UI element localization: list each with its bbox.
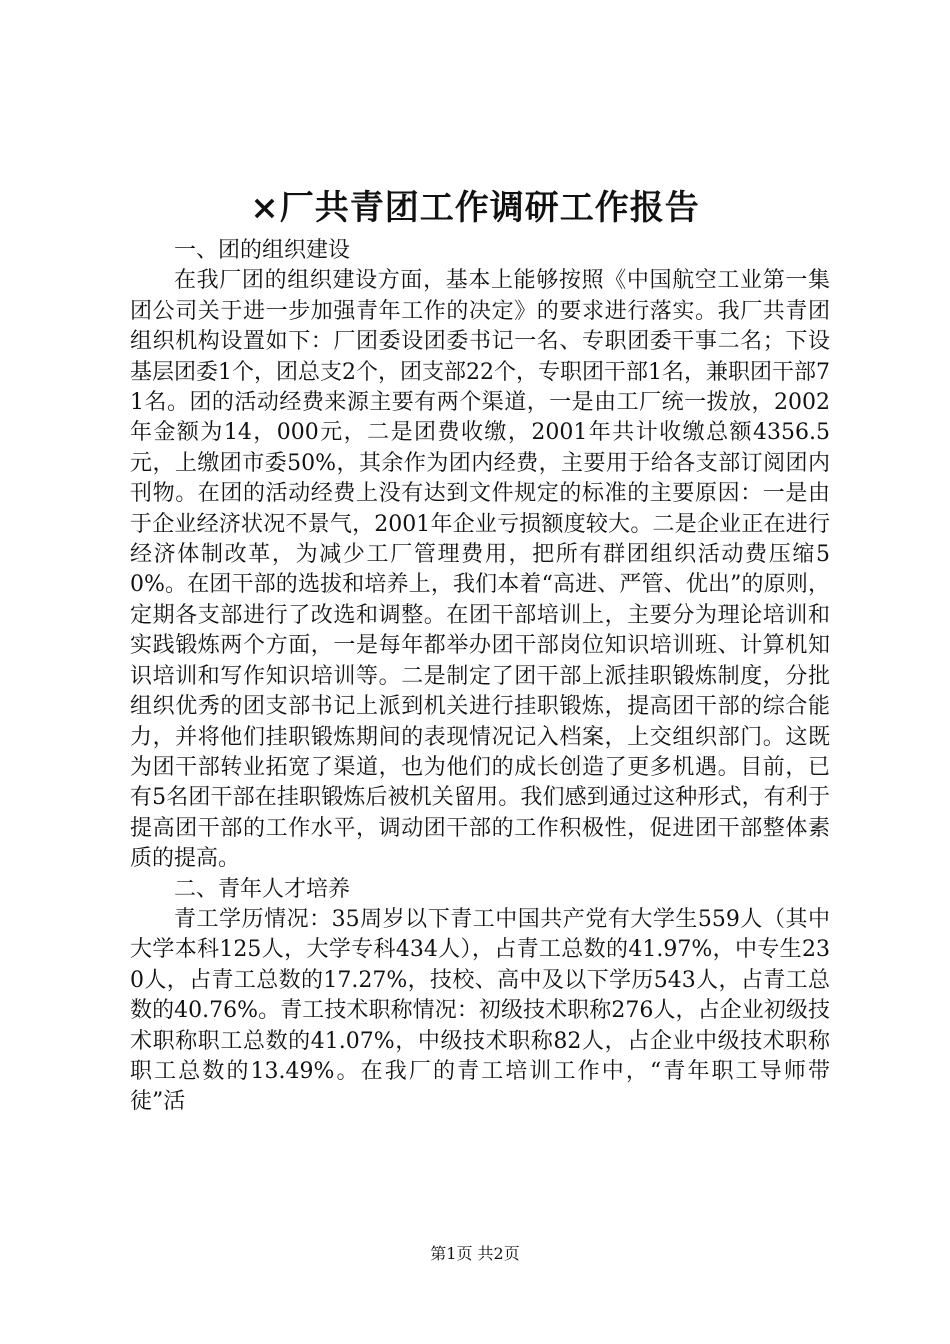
section-paragraph-talent: 青工学历情况：35周岁以下青工中国共产党有大学生559人（其中大学本科125人，大学专科434人），占青工总数的41.97%，中专生230人，占青工总数的17.27%，技校、高中及以下学历543人，占青工总数的40.76%。青工技术职称情况：初级技术职称276人，占企业初级技术职称职工总数的41.07%，中级技术职称82人，占企业中级技术职称职工总数的13.49%。在我厂的青工培训工作中，“青年职工导师带徒”活	[130, 906, 830, 1115]
page-footer: 第1页 共2页	[430, 1244, 520, 1263]
document-title: ×厂共青团工作调研工作报告	[250, 188, 700, 228]
section-heading-talent: 二、青年人才培养	[174, 876, 351, 902]
section-heading-organization: 一、团的组织建设	[174, 238, 351, 263]
document-body	[130, 236, 830, 1118]
section-paragraph-organization: 在我厂团的组织建设方面，基本上能够按照《中国航空工业第一集团公司关于进一步加强青年工作的决定》的要求进行落实。我厂共青团组织机构设置如下：厂团委设团委书记一名、专职团委干事二名；下设基层团委1个，团总支2个，团支部22个，专职团干部1名，兼职团干部71名。团的活动经费来源主要有两个渠道，一是由工厂统一拨放，2002年金额为14，000元，二是团费收缴，2001年共计收缴总额4356.5元，上缴团市委50%，其余作为团内经费，主要用于给各支部订阅团内刊物。在团的活动经费上没有达到文件规定的标准的主要原因：一是由于企业经济状况不景气，2001年企业亏损额度较大。二是企业正在进行经济体制改革，为减少工厂管理费用，把所有群团组织活动费压缩50%。在团干部的选拔和培养上，我们本着“高进、严管、优出”的原则，定期各支部进行了改选和调整。在团干部培训上，主要分为理论培训和实践锻炼两个方面，一是每年都举办团干部岗位知识培训班、计算机知识培训和写作知识培训等。二是制定了团干部上派挂职锻炼制度，分批组织优秀的团支部书记上派到机关进行挂职锻炼，提高团干部的综合能力，并将他们挂职锻炼期间的表现情况记入档案，上交组织部门。这既为团干部转业拓宽了渠道，也为他们的成长创造了更多机遇。目前，已有5名团干部在挂职锻炼后被机关留用。我们感到通过这种形式，有利于提高团干部的工作水平，调动团干部的工作积极性，促进团干部整体素质的提高。	[130, 268, 830, 872]
